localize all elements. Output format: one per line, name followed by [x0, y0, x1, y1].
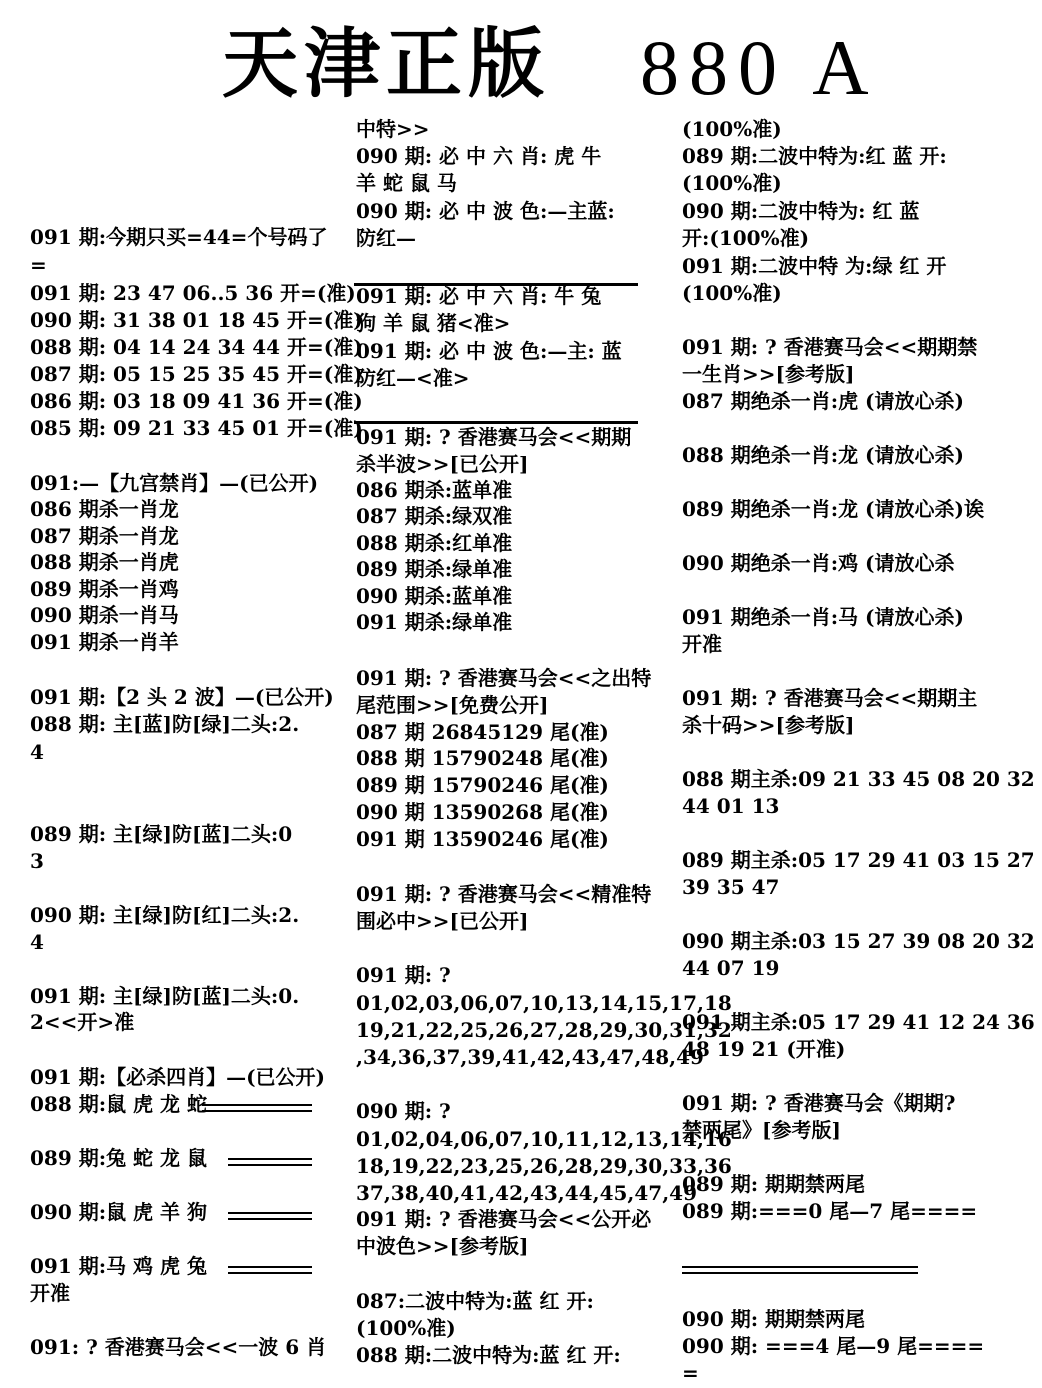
col3-text-line: 089 期绝杀一肖:龙 (请放心杀)诶	[682, 497, 984, 521]
col1-text-line: 088 期: 04 14 24 34 44 开=(准)	[30, 335, 363, 359]
col2-text-line: 089 期 15790246 尾(准)	[356, 773, 609, 797]
col1-text-line: 3	[30, 849, 44, 873]
col2-text-line: 091 期: ? 香港赛马会<<公开必	[356, 1207, 652, 1231]
page-title	[0, 18, 1042, 110]
col2-text-line: 090 期: ?	[356, 1099, 451, 1123]
col1-text-line: 088 期杀一肖虎	[30, 550, 179, 574]
col1-text-line: 090 期: 主[绿]防[红]二头:2.	[30, 903, 300, 927]
col3-text-line: 开:(100%准)	[682, 226, 810, 250]
col1-text-line: 088 期: 主[蓝]防[绿]二头:2.	[30, 712, 300, 736]
col1-text-line: =	[30, 253, 47, 277]
col3-text-line: =	[682, 1361, 699, 1385]
title-chinese: 天津正版	[222, 19, 550, 108]
col1-text-line: 091 期:【2 头 2 波】—(已公开)	[30, 685, 334, 709]
col3-text-line: 禁两尾》[参考版]	[682, 1118, 841, 1142]
double-rule	[228, 1212, 312, 1220]
col1-text-line: 4	[30, 740, 44, 764]
col3-text-line: 090 期: 期期禁两尾	[682, 1307, 866, 1331]
double-rule	[228, 1266, 312, 1274]
col2-text-line: 091 期: ? 香港赛马会<<之出特	[356, 666, 652, 690]
col2-text-line: 091 期: ?	[356, 963, 451, 987]
col2-text-line: 087 期杀:绿双准	[356, 504, 513, 528]
col1-text-line: 开准	[30, 1281, 70, 1305]
col1-text-line: 091 期: 23 47 06..5 36 开=(准)	[30, 281, 356, 305]
col3-text-line: 48 19 21 (开准)	[682, 1037, 846, 1061]
col2-text-line: 19,21,22,25,26,27,28,29,30,31,32	[356, 1018, 732, 1042]
col2-text-line: ,34,36,37,39,41,42,43,47,48,49	[356, 1045, 704, 1069]
col3-text-line: 090 期:二波中特为: 红 蓝	[682, 199, 920, 223]
col2-text-line: 091 期杀:绿单准	[356, 610, 513, 634]
double-rule	[228, 1158, 312, 1166]
col1-text-line: 086 期: 03 18 09 41 36 开=(准)	[30, 389, 363, 413]
col2-text-line: 防红—	[356, 226, 416, 250]
col3-text-line: (100%准)	[682, 281, 782, 305]
col3-text-line: (100%准)	[682, 171, 782, 195]
title-number: 880 A	[640, 24, 879, 111]
col1-text-line: 2<<开>准	[30, 1010, 135, 1034]
col2-text-line: 01,02,04,06,07,10,11,12,13,14,16	[356, 1127, 732, 1151]
col2-text-line: 090 期 13590268 尾(准)	[356, 800, 609, 824]
col2-text-line: 中波色>>[参考版]	[356, 1234, 529, 1258]
col3-text-line: 091 期: ? 香港赛马会《期期?	[682, 1091, 956, 1115]
col2-text-line: 杀半波>>[已公开]	[356, 452, 529, 476]
col2-text-line: 091 期: 必 中 波 色:—主: 蓝	[356, 339, 622, 363]
col1-text-line: 091 期杀一肖羊	[30, 630, 179, 654]
col3-text-line: 开准	[682, 632, 722, 656]
col2-text-line: 中特>>	[356, 117, 430, 141]
col3-text-line: (100%准)	[682, 117, 782, 141]
col1-text-line: 088 期:鼠 虎 龙 蛇	[30, 1092, 207, 1116]
col1-text-line: 091:—【九宫禁肖】—(已公开)	[30, 471, 319, 495]
col1-text-line: 091: ? 香港赛马会<<一波 6 肖	[30, 1335, 327, 1359]
col1-text-line: 089 期:兔 蛇 龙 鼠	[30, 1146, 207, 1170]
divider-line	[354, 421, 638, 424]
col2-text-line: 091 期: ? 香港赛马会<<期期	[356, 425, 632, 449]
col2-text-line: 防红—<准>	[356, 366, 470, 390]
col1-text-line: 090 期: 31 38 01 18 45 开=(准)	[30, 308, 363, 332]
col3-text-line: 090 期主杀:03 15 27 39 08 20 32	[682, 929, 1035, 953]
col1-text-line: 089 期: 主[绿]防[蓝]二头:0	[30, 822, 293, 846]
col3-text-line: 089 期:===0 尾—7 尾====	[682, 1199, 978, 1223]
col2-text-line: 羊 蛇 鼠 马	[356, 171, 457, 195]
col3-text-line: 090 期绝杀一肖:鸡 (请放心杀	[682, 551, 955, 575]
col2-text-line: 091 期 13590246 尾(准)	[356, 827, 609, 851]
col3-text-line: 39 35 47	[682, 875, 780, 899]
col3-text-line: 088 期绝杀一肖:龙 (请放心杀)	[682, 443, 964, 467]
col2-text-line: (100%准)	[356, 1316, 456, 1340]
col3-text-line: 091 期:二波中特 为:绿 红 开	[682, 254, 947, 278]
col2-text-line: 37,38,40,41,42,43,44,45,47,49	[356, 1181, 697, 1205]
col3-text-line: 090 期: ===4 尾—9 尾====	[682, 1334, 985, 1358]
col3-text-line: 091 期: ? 香港赛马会<<期期禁	[682, 335, 978, 359]
col2-text-line: 088 期杀:红单准	[356, 531, 513, 555]
col2-text-line: 狗 羊 鼠 猪<准>	[356, 311, 511, 335]
col2-text-line: 01,02,03,06,07,10,13,14,15,17,18	[356, 991, 732, 1015]
double-rule	[202, 1104, 312, 1112]
double-rule	[682, 1266, 918, 1274]
col2-text-line: 087 期 26845129 尾(准)	[356, 720, 609, 744]
col1-text-line: 091 期: 主[绿]防[蓝]二头:0.	[30, 984, 300, 1008]
col2-text-line: 088 期 15790248 尾(准)	[356, 746, 609, 770]
col1-text-line: 089 期杀一肖鸡	[30, 577, 179, 601]
col2-text-line: 090 期杀:蓝单准	[356, 584, 513, 608]
col1-text-line: 087 期杀一肖龙	[30, 524, 179, 548]
col3-text-line: 091 期绝杀一肖:马 (请放心杀)	[682, 605, 964, 629]
col2-text-line: 围必中>>[已公开]	[356, 909, 529, 933]
divider-line	[354, 283, 638, 286]
col1-text-line: 4	[30, 930, 44, 954]
col2-text-line: 087:二波中特为:蓝 红 开:	[356, 1289, 594, 1313]
col3-text-line: 088 期主杀:09 21 33 45 08 20 32	[682, 767, 1035, 791]
col2-text-line: 086 期杀:蓝单准	[356, 478, 513, 502]
col2-text-line: 090 期: 必 中 六 肖: 虎 牛	[356, 144, 602, 168]
col3-text-line: 091 期主杀:05 17 29 41 12 24 36	[682, 1010, 1035, 1034]
col1-text-line: 086 期杀一肖龙	[30, 497, 179, 521]
col3-text-line: 44 07 19	[682, 956, 780, 980]
col1-text-line: 090 期杀一肖马	[30, 603, 179, 627]
col3-text-line: 杀十码>>[参考版]	[682, 713, 855, 737]
col3-text-line: 089 期: 期期禁两尾	[682, 1172, 866, 1196]
col2-text-line: 088 期:二波中特为:蓝 红 开:	[356, 1343, 621, 1367]
col3-text-line: 089 期:二波中特为:红 蓝 开:	[682, 144, 947, 168]
col3-text-line: 091 期: ? 香港赛马会<<期期主	[682, 686, 978, 710]
col3-text-line: 一生肖>>[参考版]	[682, 362, 855, 386]
col2-text-line: 091 期: ? 香港赛马会<<精准特	[356, 882, 652, 906]
col1-text-line: 085 期: 09 21 33 45 01 开=(准)	[30, 416, 363, 440]
col2-text-line: 090 期: 必 中 波 色:—主蓝:	[356, 199, 615, 223]
col2-text-line: 尾范围>>[免费公开]	[356, 693, 549, 717]
col3-text-line: 44 01 13	[682, 794, 780, 818]
col2-text-line: 18,19,22,23,25,26,28,29,30,33,36	[356, 1154, 732, 1178]
col1-text-line: 090 期:鼠 虎 羊 狗	[30, 1200, 207, 1224]
col2-text-line: 091 期: 必 中 六 肖: 牛 兔	[356, 284, 602, 308]
col1-text-line: 091 期:【必杀四肖】—(已公开)	[30, 1065, 326, 1089]
col2-text-line: 089 期杀:绿单准	[356, 557, 513, 581]
col3-text-line: 087 期绝杀一肖:虎 (请放心杀)	[682, 389, 964, 413]
col1-text-line: 091 期:马 鸡 虎 兔	[30, 1254, 207, 1278]
col1-text-line: 087 期: 05 15 25 35 45 开=(准)	[30, 362, 363, 386]
col1-text-line: 091 期:今期只买=44=个号码了	[30, 225, 328, 249]
col3-text-line: 089 期主杀:05 17 29 41 03 15 27	[682, 848, 1035, 872]
